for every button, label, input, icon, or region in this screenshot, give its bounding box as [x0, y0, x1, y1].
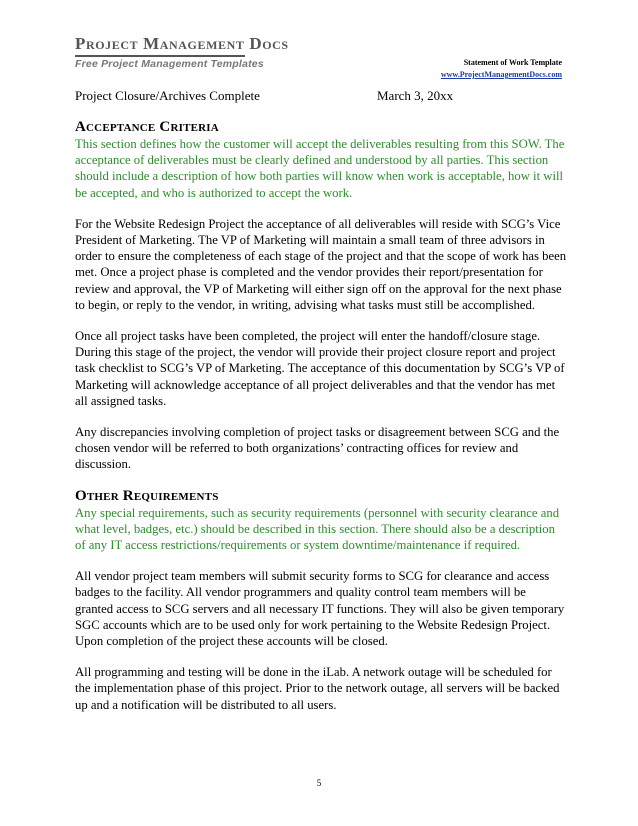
document-body: [75, 119, 567, 728]
doc-title: Statement of Work Template: [463, 58, 562, 67]
page-number: 5: [316, 778, 322, 788]
guidance-text-other: Any special requirements, such as security requirements (personnel with security clearance and what level, badges, etc.) should be described in this section. There should also be a description of any IT access restrictions/requirements or system downtime/maintenance if required.: [75, 505, 560, 553]
website-link[interactable]: www.ProjectManagementDocs.com: [440, 70, 562, 79]
logo-rule: [75, 55, 245, 57]
document-header: [441, 57, 562, 81]
section-heading-acceptance: Acceptance Criteria: [75, 119, 219, 135]
milestone-row: [75, 88, 454, 104]
body-paragraph: For the Website Redesign Project the acceptance of all deliverables will reside with SCG’s Vice President of Marketing. The VP of Marketing will maintain a small team of three advisors in order to ensure the completeness of each stage of the project and that the scope of work has been met. Once a project phase is completed and the vendor provides their report/presentation for review and approval, the VP of Marketing will either sign off on the approval for the next phase to begin, or reply to the vendor, in writing, advising what tasks must still be accomplished.: [75, 216, 567, 312]
milestone-date: March 3, 20xx: [377, 88, 454, 103]
body-paragraph: All vendor project team members will submit security forms to SCG for clearance and access badges to the facility. All vendor programmers and quality control team members will be granted access to SCG servers and all necessary IT functions. They will also be given temporary SGC accounts which are to be used only for work pertaining to the Website Redesign Project. Upon completion of the project these accounts will be closed.: [75, 569, 565, 649]
milestone-label: Project Closure/Archives Complete: [75, 88, 260, 103]
logo: [75, 34, 289, 70]
body-paragraph: Once all project tasks have been completed, the project will enter the handoff/closure stage. During this stage of the project, the vendor will provide their project closure report and project task checklist to SCG’s VP of Marketing. The acceptance of this documentation by SCG’s VP of Marketing will acknowledge acceptance of all project deliverables and that the vendor has met all assigned tasks.: [75, 329, 565, 408]
guidance-text-acceptance: This section defines how the customer will accept the deliverables resulting from this SOW. The acceptance of deliverables must be clearly defined and understood by all parties. This section should include a description of how both parties will know when work is acceptable, how it will be accepted, and who is authorized to accept the work.: [75, 137, 565, 200]
section-heading-other: Other Requirements: [75, 487, 219, 504]
logo-subtitle: Free Project Management Templates: [75, 58, 264, 70]
body-paragraph: All programming and testing will be done in the iLab. A network outage will be scheduled for the implementation phase of this project. Prior to the network outage, all servers will be backed up and a notification will be distributed to all users.: [75, 665, 560, 712]
logo-title: Project Management Docs: [75, 34, 289, 53]
body-paragraph: Any discrepancies involving completion of project tasks or disagreement between SCG and the chosen vendor will be referred to both organizations’ contracting offices for review and discussion.: [75, 425, 560, 472]
